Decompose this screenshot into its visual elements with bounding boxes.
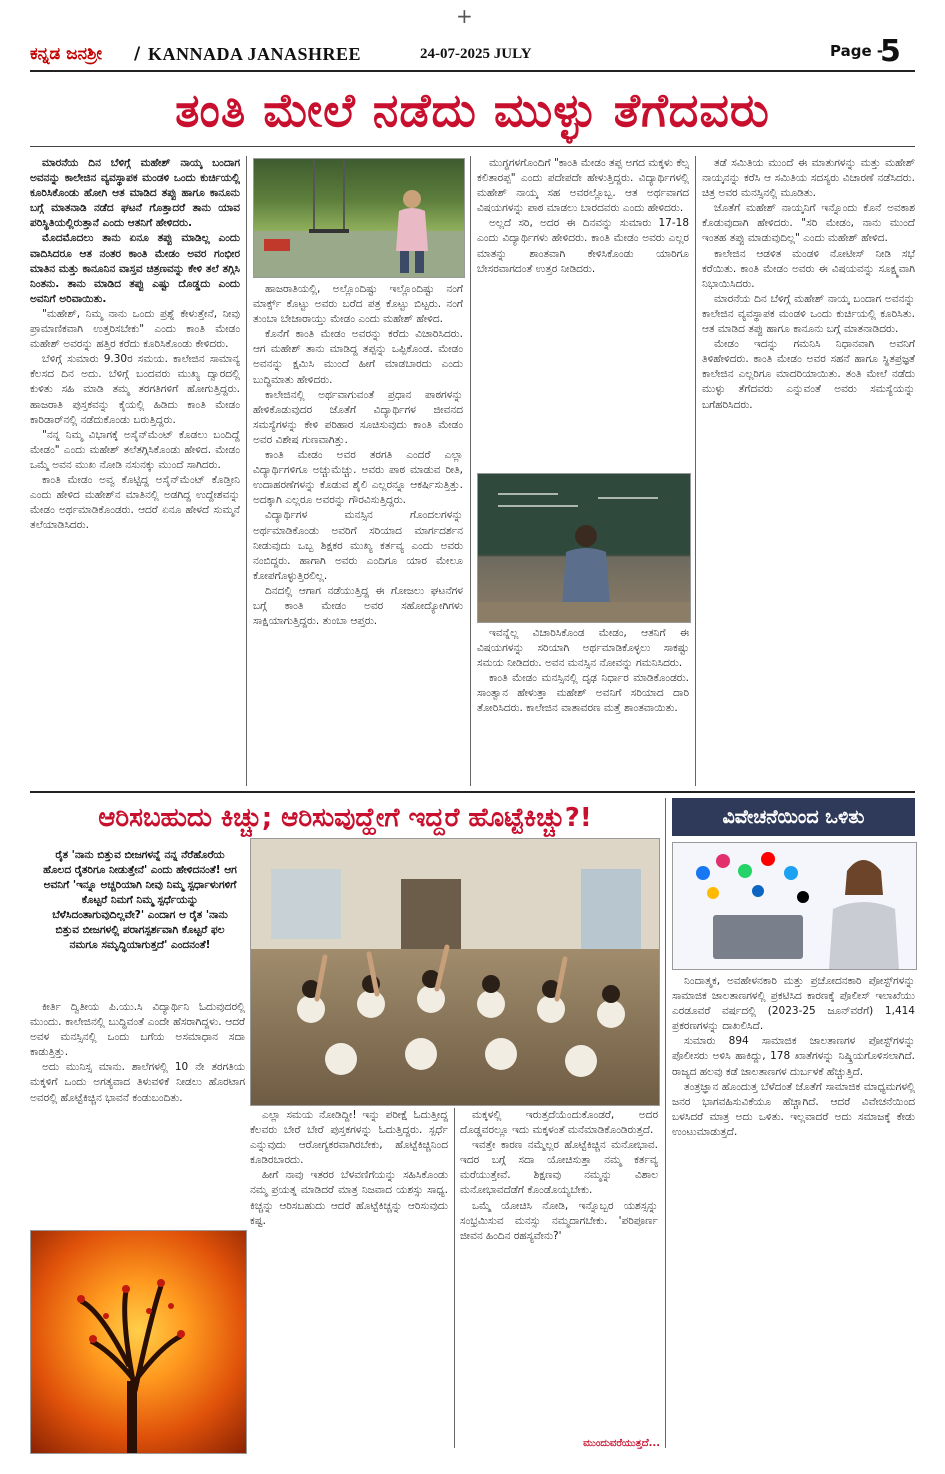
lead-column-2 <box>253 282 463 786</box>
classroom-blackboard-photo <box>477 473 691 623</box>
brand-english: KANNADA JANASHREE <box>148 44 362 64</box>
continued-note: ಮುಂದುವರೆಯುತ್ತದೆ... <box>583 1438 660 1449</box>
second-left-para: ಅದು ಮುನಿಸ್ಸ ಮಾನು. ಶಾಲೆಗಳಲ್ಲಿ 10 ನೇ ತರಗತಿಯ ಮಕ್ಕಳಿಗೆ ಒಂದು ಅಗತ್ಯವಾದ ತಿಳುವಳಿಕೆ ನೀಡಲು ಹೊರಟಾಗ ಅವರಲ್ಲಿ ಹೊಟ್ಟೆಕಿಚ್ಚಿನ ಭಾವನೆ ಕಂಡುಬಂದಿತು. <box>30 1061 245 1104</box>
students-raising-hands-illustration <box>251 839 659 1105</box>
lead-col4-para: ಮಾರನೆಯ ದಿನ ಬೆಳಿಗ್ಗೆ ಮಹೇಶ್ ನಾಯ್ಕ ಬಂದಾಗ ಅವನನ್ನು ಕಾಲೇಜಿನ ವ್ಯವಸ್ಥಾಪಕ ಮಂಡಳಿ ಒಂದು ಕುರ್ಚಿಯಲ್ಲಿ ಕೂರಿಸಿತು. ಆತ ಮಾಡಿದ ತಪ್ಪು ಹಾಗೂ ಕಾನೂನು ಬಗ್ಗೆ ಮಾತನಾಡಿದರು. <box>702 292 915 336</box>
lead-col4-para: ಜೊತೆಗೆ ಮಹೇಶ್ ನಾಯ್ಕನಿಗೆ ಇನ್ನೊಂದು ಕೊನೆ ಅವಕಾಶ ಕೊಡುವುದಾಗಿ ಹೇಳಿದರು. "ಸರಿ ಮೇಡಂ, ನಾನು ಮುಂದೆ ಇಂತಹ ತಪ್ಪು ಮಾಡುವುದಿಲ್ಲ" ಎಂದು ಮಹೇಶ್ ಹೇಳಿದ. <box>702 202 915 245</box>
page-number: 5 <box>880 34 901 69</box>
lead-col3-para: ಮುಗ್ಧಗಳಗೊಂದಿಗೆ "ಕಾಂತಿ ಮೇಡಂ ತಪ್ಪ ಅಗದ ಮಕ್ಕಳು ಕೆಲ್ಸ ಕಲಿತಾರಪ್ಪ" ಎಂದು ಪದೇಪದೇ ಹೇಳುತ್ತಿದ್ದರು. ವಿದ್ಯಾರ್ಥಿಗಳಲ್ಲಿ ಮಹೇಶ್ ನಾಯ್ಕ ಸಹ ಅವರಲ್ಲೊಬ್ಬ. ಆತ ಅರ್ಥವಾಗದ ವಿಷಯಗಳನ್ನು ಪಾಠ ಮಾಡಲು ಬಾರದವರು ಎಂದು ಹೇಳಿದರು. <box>477 157 689 215</box>
second-mid-para: ಹೀಗೆ ನಾವು ಇತರರ ಬೆಳವಣಿಗೆಯನ್ನು ಸಹಿಸಿಕೊಂಡು ನಮ್ಮ ಪ್ರಯತ್ನ ಮಾಡಿದರೆ ಮಾತ್ರ ನಿಜವಾದ ಯಶಸ್ಸು ಸಾಧ್ಯ. ಕಿಚ್ಚನ್ನು ಆರಿಸಬಹುದು ಆದರೆ ಹೊಟ್ಟೆಕಿಚ್ಚನ್ನು ಆರಿಸುವುದು ಕಷ್ಟ. <box>250 1169 448 1227</box>
lead-col1-para: ಮಾರನೆಯ ದಿನ ಬೆಳಿಗ್ಗೆ ಮಹೇಶ್ ನಾಯ್ಕ ಬಂದಾಗ ಅವನನ್ನು ಕಾಲೇಜಿನ ವ್ಯವಸ್ಥಾಪಕ ಮಂಡಳಿ ಒಂದು ಕುರ್ಚಿಯಲ್ಲಿ ಕೂರಿಸಿಕೊಂಡು ಹೋಗಿ ಆತ ಮಾಡಿದ ತಪ್ಪು ಹಾಗೂ ಕಾನೂನು ಬಗ್ಗೆ ಮಾತನಾಡಿ ನಡೆದ ಘಟನೆ ಗೊತ್ತಾದರೆ ತಾನು ಯಾವ ಪರಿಸ್ಥಿತಿಯಲ್ಲಿರುತ್ತಾನೆ ಎಂದು ಆತನಿಗೆ ಹೇಳಿದರು. <box>30 157 240 230</box>
brand-separator: / <box>134 44 141 64</box>
lead-col1-para: ಬೆಳಿಗ್ಗೆ ಸುಮಾರು 9.30ರ ಸಮಯ. ಕಾಲೇಜಿನ ಸಾಮಾನ್ಯ ಕೆಲಸದ ದಿನ ಅದು. ಬೆಳಿಗ್ಗೆ ಬಂದವರು ಮುಖ್ಯ ದ್ವಾರದಲ್ಲಿ ಕುಳಿತು ಸಹಿ ಮಾಡಿ ತಮ್ಮ ತರಗತಿಗಳಿಗೆ ಹೋಗುತ್ತಿದ್ದರು. ಹಾಜರಾತಿ ಪುಸ್ತಕವನ್ನು ಕೈಯಲ್ಲಿ ಹಿಡಿದು ಕಾಂತಿ ಮೇಡಂ ಕಾರಿಡಾರ್‌ನಲ್ಲಿ ನಡೆದುಕೊಂಡು ಬರುತ್ತಿದ್ದರು. <box>30 353 240 426</box>
second-column-right <box>460 1108 658 1438</box>
side-box-body <box>672 974 915 1450</box>
side-box-para: ನಿಂದಾತ್ಮಕ, ಅವಹೇಳನಕಾರಿ ಮತ್ತು ಪ್ರಚೋದನಕಾರಿ ಪೋಸ್ಟ್‌ಗಳನ್ನು ಸಾಮಾಜಿಕ ಜಾಲತಾಣಗಳಲ್ಲಿ ಪ್ರಕಟಿಸಿದ ಕಾರಣಕ್ಕೆ ಪೊಲೀಸ್ ಇಲಾಖೆಯು ಎರಡೂವರೆ ವರ್ಷದಲ್ಲಿ (2023-25 ಜೂನ್‌ವರೆಗೆ) 1,414 ಪ್ರಕರಣಗಳನ್ನು ದಾಖಲಿಸಿದೆ. <box>672 975 915 1033</box>
side-box-para: ಸುಮಾರು 894 ಸಾಮಾಜಿಕ ಜಾಲತಾಣಗಳ ಪೋಸ್ಟ್‌ಗಳನ್ನು ಪೊಲೀಸರು ಅಳಿಸಿ ಹಾಕಿದ್ದು, 178 ಖಾತೆಗಳನ್ನು ನಿಷ್ಕ್ರಿಯಗೊಳಿಸಲಾಗಿದೆ. ರಾಜ್ಯದ ಹಲವು ಕಡೆ ಜಾಲತಾಣಗಳ ದುರ್ಬಳಕೆ ಹೆಚ್ಚುತ್ತಿದೆ. <box>672 1035 915 1078</box>
side-box-para: ತಂತ್ರಜ್ಞಾನ ಹೊಂದುತ್ತ ಬೆಳೆದಂತೆ ಜೊತೆಗೆ ಸಾಮಾಜಿಕ ಮಾಧ್ಯಮಗಳಲ್ಲಿ ಜನರ ಭಾಗವಹಿಸುವಿಕೆಯೂ ಹೆಚ್ಚಾಗಿದೆ. ಆದರೆ ವಿವೇಚನೆಯಿಂದ ಬಳಸಿದರೆ ಮಾತ್ರ ಅದು ಒಳಿತು. ಇಲ್ಲವಾದರೆ ಅದು ಸಮಾಜಕ್ಕೆ ಕೇಡು ಉಂಟುಮಾಡುತ್ತದೆ. <box>672 1080 915 1138</box>
social-media-photo <box>672 842 917 970</box>
lead-col1-para: ಮೊದಮೊದಲು ತಾನು ಏನೂ ತಪ್ಪು ಮಾಡಿಲ್ಲ ಎಂದು ವಾದಿಸಿದರೂ ಆತ ನಂತರ ಕಾಂತಿ ಮೇಡಂ ಅವರ ಗಂಭೀರ ಮಾತಿನ ಮತ್ತು ಕಾನೂನಿನ ವಾಸ್ತವ ಚಿತ್ರಣವನ್ನು ಕೇಳಿ ತಲೆ ತಗ್ಗಿಸಿ ನಿಂತನು. ತಾನು ಮಾಡಿದ ತಪ್ಪು ಎಷ್ಟು ದೊಡ್ಡದು ಎಂದು ಅವನಿಗೆ ಅರಿವಾಯಿತು. <box>30 232 240 305</box>
lead-col2-para: ವಿದ್ಯಾರ್ಥಿಗಳ ಮನಸ್ಸಿನ ಗೊಂದಲಗಳನ್ನು ಅರ್ಥಮಾಡಿಕೊಂಡು ಅವರಿಗೆ ಸರಿಯಾದ ಮಾರ್ಗದರ್ಶನ ನೀಡುವುದು ಒಬ್ಬ ಶಿಕ್ಷಕರ ಮುಖ್ಯ ಕರ್ತವ್ಯ ಎಂದು ಅವರು ನಂಬಿದ್ದರು. ಹಾಗಾಗಿ ಅವರು ಎಂದಿಗೂ ಯಾರ ಮೇಲೂ ಕೋಪಗೊಳ್ಳುತ್ತಿರಲಿಲ್ಲ. <box>253 509 463 582</box>
column-divider <box>665 798 666 1448</box>
teacher-at-board-illustration <box>478 474 690 622</box>
lead-col3-para: ಕಾಂತಿ ಮೇಡಂ ಮನಸ್ಸಿನಲ್ಲಿ ದೃಢ ನಿರ್ಧಾರ ಮಾಡಿಕೊಂಡರು. ಸಾಂತ್ವಾನ ಹೇಳುತ್ತಾ ಮಹೇಶ್ ಅವನಿಗೆ ಸರಿಯಾದ ದಾರಿ ತೋರಿಸಿದರು. ಕಾಲೇಜಿನ ವಾತಾವರಣ ಮತ್ತೆ ಶಾಂತವಾಯಿತು. <box>477 672 689 715</box>
classroom-students-photo <box>250 838 660 1106</box>
column-divider <box>454 1108 455 1448</box>
lead-col1-para: ಕಾಂತಿ ಮೇಡಂ ಅವ್ವ ಕೊಟ್ಟಿದ್ದ ಅಸೈನ್‌ಮೆಂಟ್ ಕೊಡ್ತೀನಿ ಎಂದು ಹೇಳಿದ ಮಹೇಶ್‌ನ ಮಾತಿನಲ್ಲಿ ಅಡಗಿದ್ದ ಉದ್ದೇಶವನ್ನು ಮೇಡಂ ಅರ್ಥಮಾಡಿಕೊಂಡರು. ಆದರೆ ಏನೂ ಹೇಳದೆ ಸುಮ್ಮನೆ ತಲೆಯಾಡಿಸಿದರು. <box>30 473 240 532</box>
park-swing-photo <box>253 158 465 278</box>
second-column-mid <box>250 1108 448 1448</box>
lead-col1-para: "ಮಹೇಶ್, ನಿಮ್ಮ ನಾನು ಒಂದು ಪ್ರಶ್ನೆ ಕೇಳುತ್ತೇನೆ, ನೀವು ಪ್ರಾಮಾಣಿಕವಾಗಿ ಉತ್ತರಿಸಬೇಕು" ಎಂದು ಕಾಂತಿ ಮೇಡಂ ಮಹೇಶ್ ಅವರನ್ನು ಹತ್ತಿರ ಕರೆದು ಕೂರಿಸಿಕೊಂಡು ಕೇಳಿದರು. <box>30 307 240 351</box>
lead-col2-para: ಹಾಜರಾತಿಯಲ್ಲಿ, ಅಲ್ಲೊಂದಿಷ್ಟು ಇಲ್ಲೊಂದಿಷ್ಟು ನಂಗೆ ಮಾರ್ಕ್ಸ್ ಕೊಟ್ಟು ಅವರು ಬರೆದ ಪತ್ರ ಕೊಟ್ಟು ಬಿಟ್ಟರು. ನಂಗೆ ತುಂಬಾ ಬೇಜಾರಾಯ್ತು ಮೇಡಂ ಎಂದು ಮಹೇಶ್ ಹೇಳಿದ. <box>253 283 463 326</box>
lead-col2-para: ಕೊನೆಗೆ ಕಾಂತಿ ಮೇಡಂ ಅವರನ್ನು ಕರೆದು ವಿಚಾರಿಸಿದರು. ಆಗ ಮಹೇಶ್ ತಾನು ಮಾಡಿದ್ದ ತಪ್ಪನ್ನು ಒಪ್ಪಿಕೊಂಡ. ಮೇಡಂ ಅವನನ್ನು ಕ್ಷಮಿಸಿ ಮುಂದೆ ಹೀಗೆ ಮಾಡಬಾರದು ಎಂದು ಬುದ್ಧಿಮಾತು ಹೇಳಿದರು. <box>253 328 463 386</box>
page-label: Page - <box>830 42 884 60</box>
masthead <box>30 34 915 69</box>
column-divider <box>470 156 471 786</box>
column-divider <box>246 156 247 786</box>
park-swing-illustration <box>254 159 464 277</box>
second-column-left <box>30 1000 245 1225</box>
tree-silhouette-illustration <box>31 1231 246 1453</box>
side-box-heading: ವಿವೇಚನೆಯಿಂದ ಒಳಿತು <box>672 798 915 836</box>
pull-quote: ರೈತ 'ನಾನು ಬಿತ್ತುವ ಬೀಜಗಳನ್ನೆ ನನ್ನ ನೆರೆಹೊರೆಯ ಹೊಲದ ರೈತರಿಗೂ ನೀಡುತ್ತೇನೆ' ಎಂದು ಹೇಳಿದನಂತೆ! ಆಗ ಅವನಿಗೆ 'ಇನ್ನೂ ಅಚ್ಚರಿಯಾಗಿ ನೀವು ನಿಮ್ಮ ಸ್ಪರ್ಧಾಳುಗಳಿಗೆ ಕೊಟ್ಟರೆ ನಿಮಗೆ ನಿಮ್ಮ ಸ್ಪರ್ಧೆಯನ್ನು ಬೆಳೆಸಿದಂತಾಗುವುದಿಲ್ಲವೇ?' ಎಂದಾಗ ಆ ರೈತ 'ನಾನು ಬಿತ್ತುವ ಬೀಜಗಳಲ್ಲಿ ಪರಾಗಸ್ಪರ್ಶವಾಗಿ ಕೊಟ್ಟರೆ ಫಲ ನಮಗೂ ಸಮೃದ್ಧಿಯಾಗುತ್ತದೆ' ಎಂದನಂತೆ! <box>43 849 237 951</box>
lead-col2-para: ದಿನದಲ್ಲಿ ಆಗಾಗ ನಡೆಯುತ್ತಿದ್ದ ಈ ಗೋಜಲು ಘಟನೆಗಳ ಬಗ್ಗೆ ಕಾಂತಿ ಮೇಡಂ ಅವರ ಸಹೋದ್ಯೋಗಿಗಳು ಸಾಕ್ಷಿಯಾಗುತ್ತಿದ್ದರು. ತುಂಬಾ ಆಪ್ತರು. <box>253 584 463 628</box>
lead-col4-para: ತಡೆ ಸಮಿತಿಯ ಮುಂದೆ ಈ ಮಾತುಗಳನ್ನು ಮತ್ತು ಮಹೇಶ್ ನಾಯ್ಕನನ್ನು ಕರೆಸಿ ಆ ಸಮಿತಿಯ ಸದಸ್ಯರು ವಿಚಾರಣೆ ನಡೆಸಿದರು. ಚಿತ್ರ ಅವರ ಮನಸ್ಸಿನಲ್ಲಿ ಮೂಡಿತು. <box>702 157 915 200</box>
lead-column-4 <box>702 156 915 786</box>
laptop-social-icons-illustration <box>673 843 916 969</box>
second-headline: ಆರಿಸಬಹುದು ಕಿಚ್ಚು; ಆರಿಸುವುದ್ಹೇಗೆ ಇದ್ದರೆ ಹೊಟ್ಟೆಕಿಚ್ಚು?! <box>98 803 592 833</box>
second-left-para: ಕೀರ್ತಿ ದ್ವಿತೀಯ ಪಿ.ಯು.ಸಿ ವಿದ್ಯಾರ್ಥಿನಿ ಓದುವುದರಲ್ಲಿ ಮುಂದು. ಕಾಲೇಜಿನಲ್ಲಿ ಬುದ್ಧಿವಂತೆ ಎಂದೇ ಹೆಸರಾಗಿದ್ದಳು. ಆದರೆ ಅವಳ ಮನಸ್ಸಿನಲ್ಲಿ ಒಂದು ಬಗೆಯ ಅಸಮಾಧಾನ ಸದಾ ಕಾಡುತ್ತಿತ್ತು. <box>30 1001 245 1059</box>
lead-column-3-top <box>477 156 689 468</box>
lead-col1-para: "ನನ್ನ ನಿಮ್ಮ ವಿಭಾಗಕ್ಕೆ ಅಸೈನ್‌ಮೆಂಟ್ ಕೊಡಲು ಬಂದಿದ್ದೆ ಮೇಡಂ" ಎಂದು ಮಹೇಶ್ ತಲೆತಗ್ಗಿಸಿಕೊಂಡು ಹೇಳಿದ. ಮೇಡಂ ಒಮ್ಮೆ ಅವನ ಮುಖ ನೋಡಿ ನಸುನಕ್ಕು ಮುಂದೆ ಸಾಗಿದರು. <box>30 428 240 471</box>
burning-tree-sunset-photo <box>30 1230 247 1454</box>
registration-mark-icon: + <box>456 4 473 28</box>
lead-col3-para: ಇವನ್ನೆಲ್ಲ ವಿಚಾರಿಸಿಕೊಂಡ ಮೇಡಂ, ಆತನಿಗೆ ಈ ವಿಷಯಗಳನ್ನು ಸರಿಯಾಗಿ ಅರ್ಥಮಾಡಿಕೊಳ್ಳಲು ಸಾಕಷ್ಟು ಸಮಯ ನೀಡಿದರು. ಅವನ ಮನಸ್ಸಿನ ನೋವನ್ನು ಗಮನಿಸಿದರು. <box>477 627 689 670</box>
headline-rule <box>30 146 915 147</box>
issue-date: 24-07-2025 JULY <box>420 46 532 62</box>
brand-kannada: ಕನ್ನಡ ಜನಶ್ರೀ <box>30 44 102 64</box>
lead-headline: ತಂತಿ ಮೇಲೆ ನಡೆದು ಮುಳ್ಳು ತೆಗೆದವರು <box>175 83 770 137</box>
section-rule <box>30 791 915 793</box>
lead-col4-para: ಮೇಡಂ ಇದನ್ನು ಗಮನಿಸಿ ನಿಧಾನವಾಗಿ ಅವನಿಗೆ ತಿಳಿಹೇಳಿದರು. ಕಾಂತಿ ಮೇಡಂ ಅವರ ಸಹನೆ ಹಾಗೂ ಸ್ಥಿತಪ್ರಜ್ಞತೆ ಕಾಲೇಜಿನ ಎಲ್ಲರಿಗೂ ಮಾದರಿಯಾಯಿತು. ತಂತಿ ಮೇಲೆ ನಡೆದು ಮುಳ್ಳು ತೆಗೆದವರು ಎನ್ನುವಂತೆ ಅವರು ಸಮಸ್ಯೆಯನ್ನು ಬಗೆಹರಿಸಿದರು. <box>702 338 915 411</box>
lead-col2-para: ಕಾಲೇಜಿನಲ್ಲಿ ಅರ್ಥವಾಗುವಂತೆ ಪ್ರಧಾನ ಪಾಠಗಳನ್ನು ಹೇಳಿಕೊಡುವುದರ ಜೊತೆಗೆ ವಿದ್ಯಾರ್ಥಿಗಳ ಜೀವನದ ಸಮಸ್ಯೆಗಳನ್ನು ಕೇಳಿ ಪರಿಹಾರ ಸೂಚಿಸುವುದು ಕಾಂತಿ ಮೇಡಂ ಅವರ ವಿಶೇಷ ಗುಣವಾಗಿತ್ತು. <box>253 388 463 446</box>
lead-col3-para: ಅಲ್ಲದೆ ಸರಿ, ಅದರ ಈ ದಿನವನ್ನು ಸುಮಾರು 17-18 ಎಂದು ವಿದ್ಯಾರ್ಥಿಗಳು ಹೇಳಿದರು. ಕಾಂತಿ ಮೇಡಂ ಅವರು ಎಲ್ಲರ ಮಾತನ್ನು ಶಾಂತವಾಗಿ ಕೇಳಿಸಿಕೊಂಡು ಯಾರಿಗೂ ಬೇಸರವಾಗದಂತೆ ಉತ್ತರ ನೀಡಿದರು. <box>477 217 689 275</box>
second-right-para: ಒಮ್ಮೆ ಯೋಚಿಸಿ ನೋಡಿ, ಇನ್ನೊಬ್ಬರ ಯಶಸ್ಸನ್ನು ಸಂಭ್ರಮಿಸುವ ಮನಸ್ಸು ನಮ್ಮದಾಗಬೇಕು. 'ಪರಿಪೂರ್ಣ ಜೀವನ ಹಿಂದಿನ ರಹಸ್ಯವೇನು?' <box>460 1199 658 1242</box>
column-divider <box>695 156 696 786</box>
lead-col4-para: ಕಾಲೇಜಿನ ಆಡಳಿತ ಮಂಡಳಿ ನೋಟೀಸ್ ನೀಡಿ ಸಭೆ ಕರೆಯಿತು. ಕಾಂತಿ ಮೇಡಂ ಅವರು ಈ ವಿಷಯವನ್ನು ಸೂಕ್ಷ್ಮವಾಗಿ ನಿಭಾಯಿಸಿದರು. <box>702 247 915 290</box>
lead-column-1 <box>30 156 240 786</box>
lead-col2-para: ಕಾಂತಿ ಮೇಡಂ ಅವರ ತರಗತಿ ಎಂದರೆ ಎಲ್ಲಾ ವಿದ್ಯಾರ್ಥಿಗಳಿಗೂ ಅಚ್ಚುಮೆಚ್ಚು. ಅವರು ಪಾಠ ಮಾಡುವ ರೀತಿ, ಉದಾಹರಣೆಗಳನ್ನು ಕೊಡುವ ಶೈಲಿ ಎಲ್ಲರನ್ನೂ ಆಕರ್ಷಿಸುತ್ತಿತ್ತು. ಅದಕ್ಕಾಗಿ ಎಲ್ಲರೂ ಅವರನ್ನು ಗೌರವಿಸುತ್ತಿದ್ದರು. <box>253 449 463 507</box>
second-right-para: ಮಕ್ಕಳಲ್ಲಿ ಇರುತ್ತದೆಯೆಂದುಕೊಂಡರೆ, ಅದರ ದೊಡ್ಡವರಲ್ಲೂ ಇದು ಮಕ್ಕಳಂತೆ ಮನೆಮಾಡಿಕೊಂಡಿರುತ್ತದೆ. <box>460 1109 658 1137</box>
second-right-para: ಇವತ್ತೇ ಕಾರಣ ನಮ್ಮೆಲ್ಲರ ಹೊಟ್ಟೆಕಿಚ್ಚಿನ ಮನೋಭಾವ. ಇದರ ಬಗ್ಗೆ ಸದಾ ಯೋಚಿಸುತ್ತಾ ನಮ್ಮ ಕರ್ತವ್ಯ ಮರೆಯುತ್ತೇವೆ. ಶಿಕ್ಷಣವು ನಮ್ಮನ್ನು ವಿಶಾಲ ಮನೋಭಾವದೆಡೆಗೆ ಕೊಂಡೊಯ್ಯಬೇಕು. <box>460 1139 658 1197</box>
second-mid-para: ಎಲ್ಲಾ ಸಮಯ ನೋಡಿದ್ದೀ! ಇನ್ನು ಪರೀಕ್ಷೆ ಓದುತ್ತೀದ್ದ ಕೆಲವರು ಬೇರೆ ಬೇರೆ ಪುಸ್ತಕಗಳನ್ನು ಓದುತ್ತಿದ್ದರು. ಸ್ಪರ್ಧೆ ಎನ್ನುವುದು ಆರೋಗ್ಯಕರವಾಗಿರಬೇಕು, ಹೊಟ್ಟೆಕಿಚ್ಚಿನಿಂದ ಕೂಡಿರಬಾರದು. <box>250 1109 448 1167</box>
lead-column-3-bottom <box>477 626 689 786</box>
masthead-rule <box>30 70 915 72</box>
